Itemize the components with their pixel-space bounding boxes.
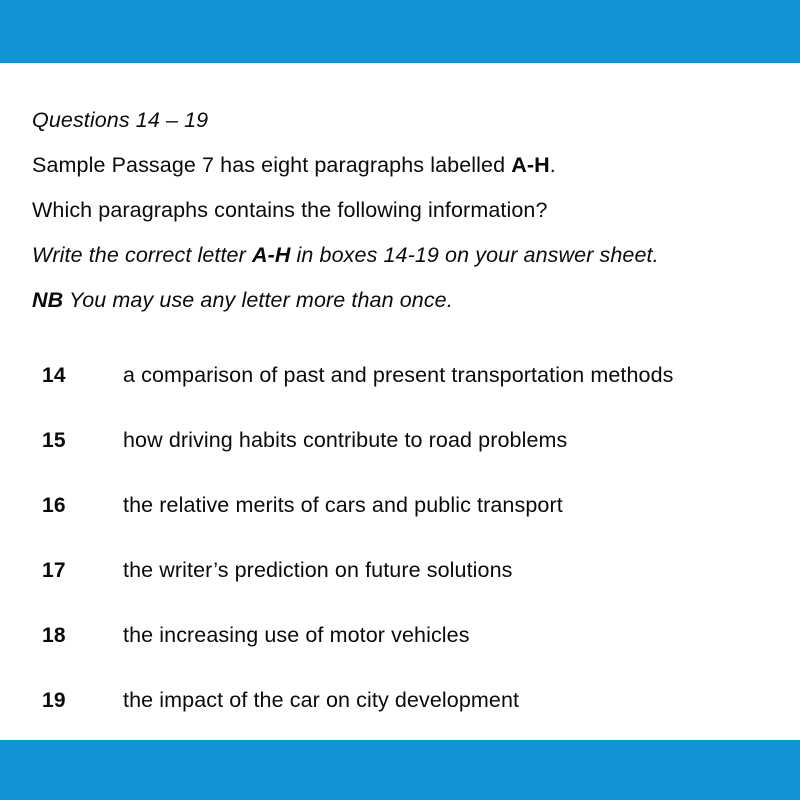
nb-note-text: You may use any letter more than once. <box>63 288 453 312</box>
question-row <box>42 558 770 623</box>
question-text: the impact of the car on city development <box>123 688 520 712</box>
bottom-blue-band <box>0 740 800 800</box>
questions-heading <box>32 98 770 143</box>
question-text: the relative merits of cars and public transport <box>123 493 563 517</box>
top-blue-band <box>0 0 800 63</box>
question-number: 16 <box>42 494 66 517</box>
content-area <box>0 63 800 740</box>
question-number: 19 <box>42 689 66 712</box>
question-text: the writer’s prediction on future solutions <box>123 558 513 582</box>
nb-label: NB <box>32 288 64 312</box>
passage-paragraphs-line <box>32 143 770 188</box>
question-row <box>42 428 770 493</box>
write-letter-range-bold: A-H <box>251 243 291 267</box>
passage-paragraphs-suffix: . <box>549 153 556 177</box>
passage-paragraphs-prefix: Sample Passage 7 has eight paragraphs labelled <box>32 153 512 177</box>
question-row <box>42 623 770 688</box>
write-letter-suffix: in boxes 14-19 on your answer sheet. <box>290 243 659 267</box>
question-number: 14 <box>42 364 66 387</box>
question-number: 17 <box>42 559 66 582</box>
question-number: 15 <box>42 429 66 452</box>
question-text: the increasing use of motor vehicles <box>123 623 470 647</box>
instructions-block <box>30 98 770 323</box>
question-row <box>42 363 770 428</box>
question-text: how driving habits contribute to road problems <box>123 428 568 452</box>
question-number: 18 <box>42 624 66 647</box>
question-text: a comparison of past and present transportation methods <box>123 363 674 387</box>
write-letter-instruction-line <box>32 233 770 278</box>
questions-list <box>30 363 770 753</box>
nb-note-line <box>32 278 770 323</box>
task-question-text: Which paragraphs contains the following information? <box>32 198 548 222</box>
write-letter-prefix: Write the correct letter <box>32 243 252 267</box>
questions-heading-text: Questions 14 – 19 <box>32 108 209 132</box>
task-question-line <box>32 188 770 233</box>
paragraph-range-bold: A-H <box>511 153 550 177</box>
question-row <box>42 493 770 558</box>
